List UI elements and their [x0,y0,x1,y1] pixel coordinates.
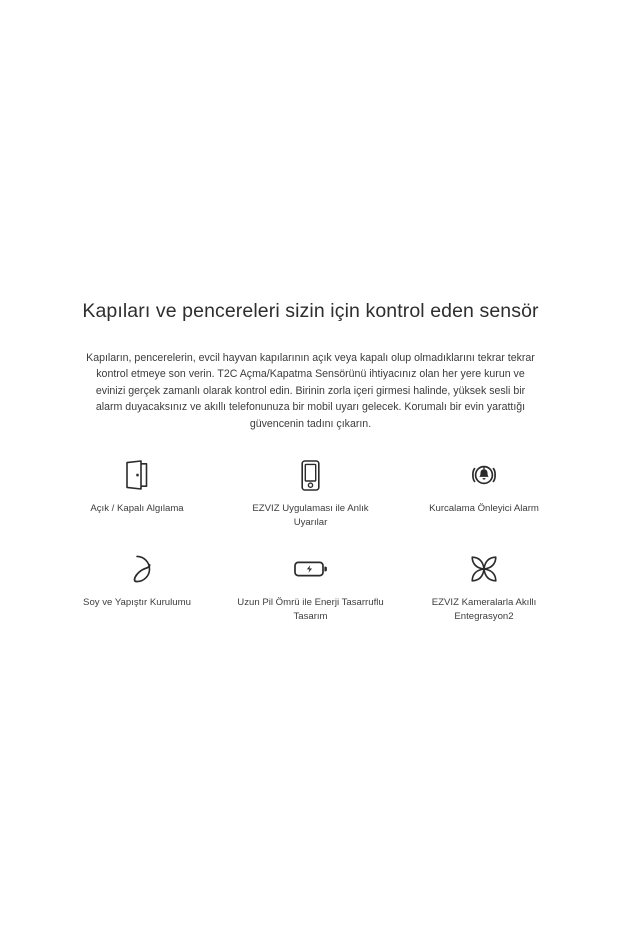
peel-and-stick-icon [123,552,151,586]
feature-grid [51,458,571,623]
feature-label: Uzun Pil Ömrü ile Enerji Tasarruflu Tasarım [237,597,384,622]
feature-row [51,458,571,529]
feature-item-tamper-alarm [398,458,571,516]
open-closed-door-icon [124,458,150,492]
feature-item-app-instant-alerts [224,458,397,529]
feature-item-long-battery-life [224,552,397,623]
feature-label: EZVIZ Uygulaması ile Anlık Uyarılar [252,503,369,528]
section-description: Kapıların, pencerelerin, evcil hayvan kapılarının açık veya kapalı olup olmadıklarını tekrar tekrar kontrol etmeye son verin. T2C Açma/Kapatma Sensörünü ihtiyacınız olan her yere kurun ve evinizi gerçek zamanlı olarak kontrol edin. Birinin zorla içeri girmesi halinde, yüksek sesli bir alarm duyacaksınız ve akıllı telefonunuza bir mobil uyarı gelecek. Korumalı bir evin yarattığı güvencenin tadını çıkarın. [86,352,535,430]
feature-item-camera-integration [398,552,571,623]
feature-section [0,296,621,623]
smartphone-icon [299,458,322,492]
alarm-bell-icon [468,458,500,492]
feature-item-peel-and-stick [51,552,224,610]
feature-row [51,552,571,623]
battery-bolt-icon [294,552,328,586]
feature-label: Soy ve Yapıştır Kurulumu [83,597,191,609]
feature-label: Açık / Kapalı Algılama [90,503,184,515]
page-title: Kapıları ve pencereleri sizin için kontrol eden sensör [82,300,539,322]
feature-label: Kurcalama Önleyici Alarm [429,503,539,515]
feature-label: EZVIZ Kameralarla Akıllı Entegrasyon2 [431,597,537,622]
integration-atom-icon [470,552,498,586]
feature-item-open-closed-detection [51,458,224,516]
